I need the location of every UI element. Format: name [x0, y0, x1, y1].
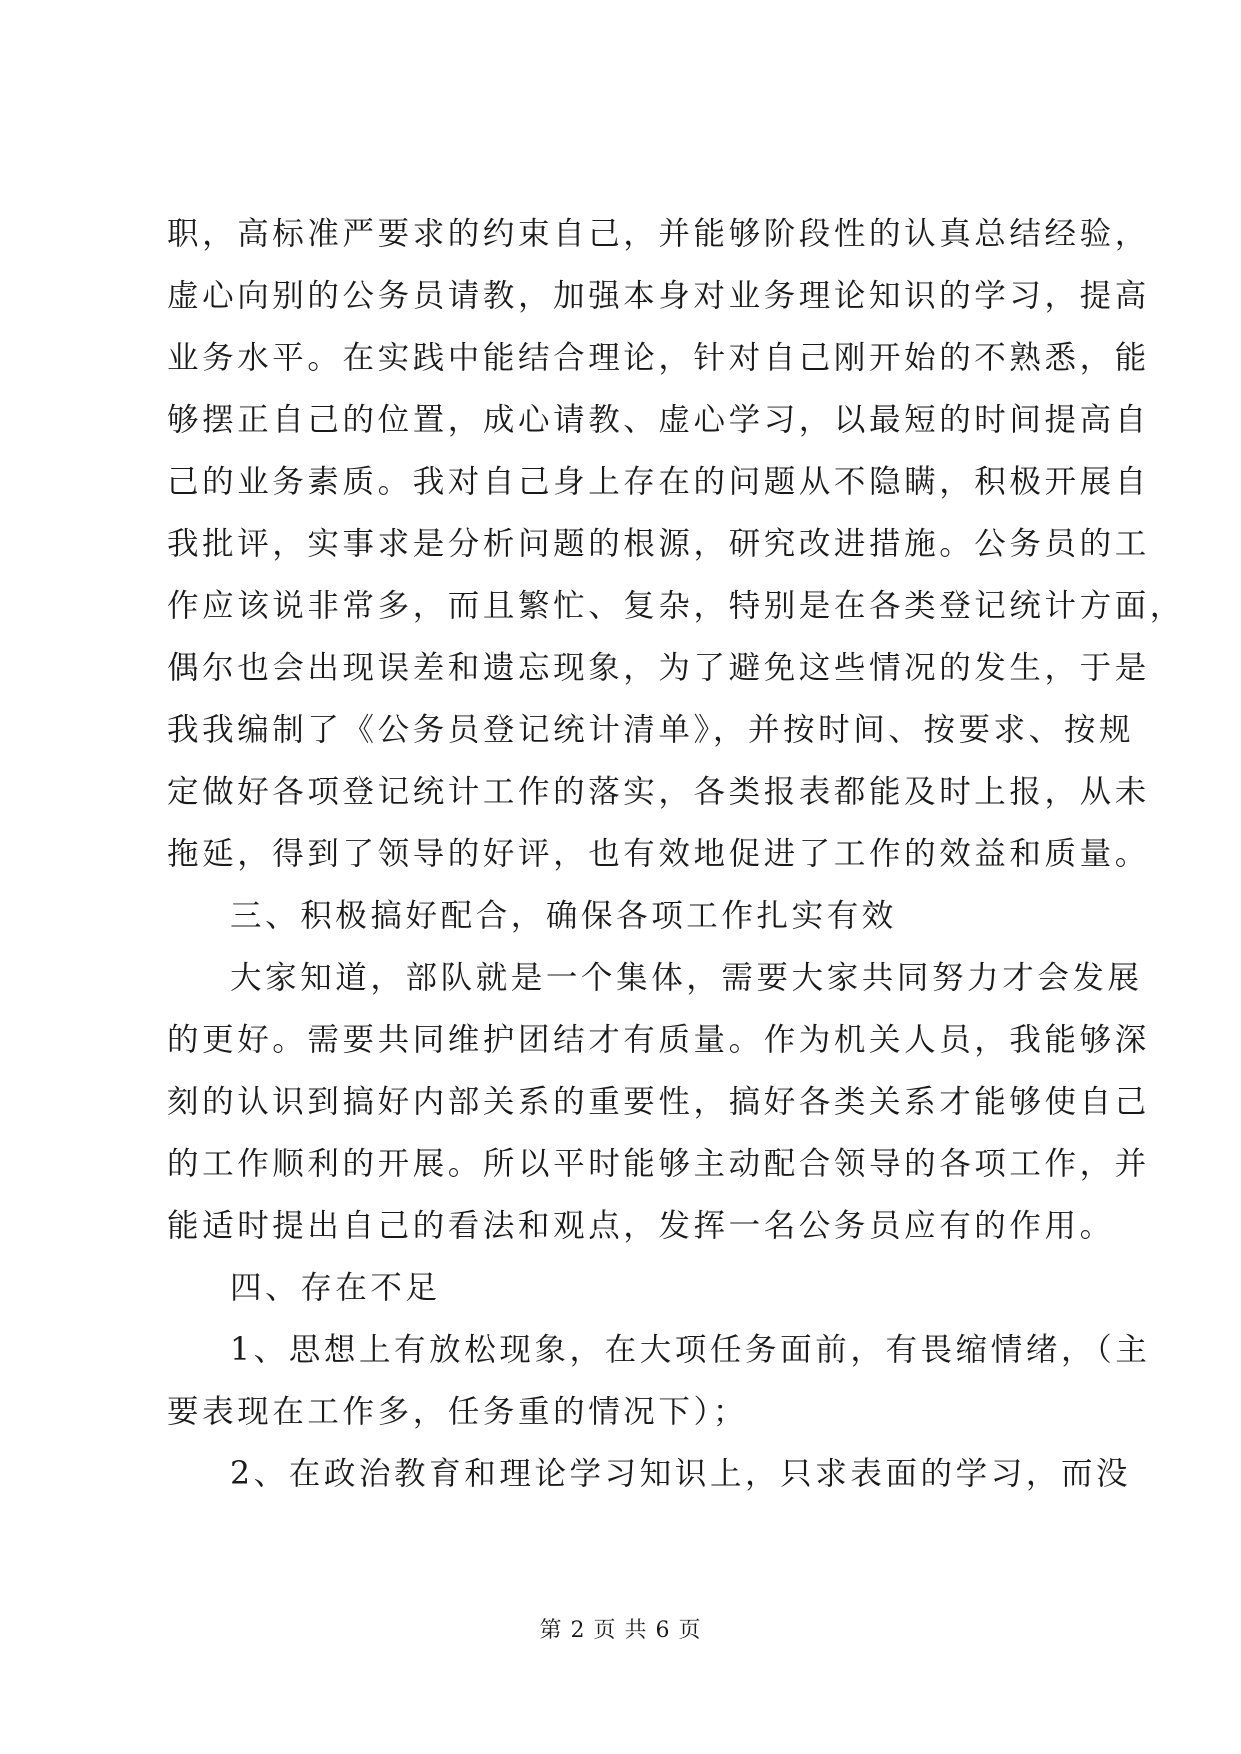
- body-line: 够摆正自己的位置，成心请教、虚心学习，以最短的时间提高自: [167, 402, 1150, 438]
- body-line: 要表现在工作多，任务重的情况下）；: [167, 1394, 748, 1430]
- body-line: 定做好各项登记统计工作的落实，各类报表都能及时上报，从未: [167, 774, 1150, 810]
- body-line: 的更好。需要共同维护团结才有质量。作为机关人员，我能够深: [167, 1022, 1150, 1058]
- body-line: 的工作顺利的开展。所以平时能够主动配合领导的各项工作，并: [167, 1146, 1150, 1182]
- list-item-start-line: 2、在政治教育和理论学习知识上，只求表面的学习，而没: [230, 1456, 1132, 1492]
- body-line: 作应该说非常多，而且繁忙、复杂，特别是在各类登记统计方面，: [167, 588, 1185, 624]
- body-line: 我批评，实事求是分析问题的根源，研究改进措施。公务员的工: [167, 526, 1150, 562]
- section-heading: 三、积极搞好配合，确保各项工作扎实有效: [230, 898, 897, 934]
- list-item-start-line: 1、思想上有放松现象，在大项任务面前，有畏缩情绪，（主: [230, 1332, 1151, 1368]
- body-line: 刻的认识到搞好内部关系的重要性，搞好各类关系才能够使自己: [167, 1084, 1150, 1120]
- body-line: 我我编制了《公务员登记统计清单》，并按时间、按要求、按规: [167, 712, 1135, 748]
- body-line: 能适时提出自己的看法和观点，发挥一名公务员应有的作用。: [167, 1208, 1115, 1244]
- document-body: [167, 203, 1185, 1505]
- body-line: 拖延，得到了领导的好评，也有效地促进了工作的效益和质量。: [167, 836, 1150, 872]
- body-line: 职，高标准严要求的约束自己，并能够阶段性的认真总结经验，: [167, 216, 1150, 252]
- page-number-label: 第 2 页 共 6 页: [539, 1618, 702, 1643]
- body-line: 己的业务素质。我对自己身上存在的问题从不隐瞒，积极开展自: [167, 464, 1150, 500]
- page-footer: [0, 1613, 1241, 1644]
- body-line: 虚心向别的公务员请教，加强本身对业务理论知识的学习，提高: [167, 278, 1150, 314]
- section-heading: 四、存在不足: [230, 1270, 441, 1306]
- body-line: 业务水平。在实践中能结合理论，针对自己刚开始的不熟悉，能: [167, 340, 1150, 376]
- paragraph-start-line: 大家知道，部队就是一个集体，需要大家共同努力才会发展: [230, 960, 1143, 996]
- body-line: 偶尔也会出现误差和遗忘现象，为了避免这些情况的发生，于是: [167, 650, 1150, 686]
